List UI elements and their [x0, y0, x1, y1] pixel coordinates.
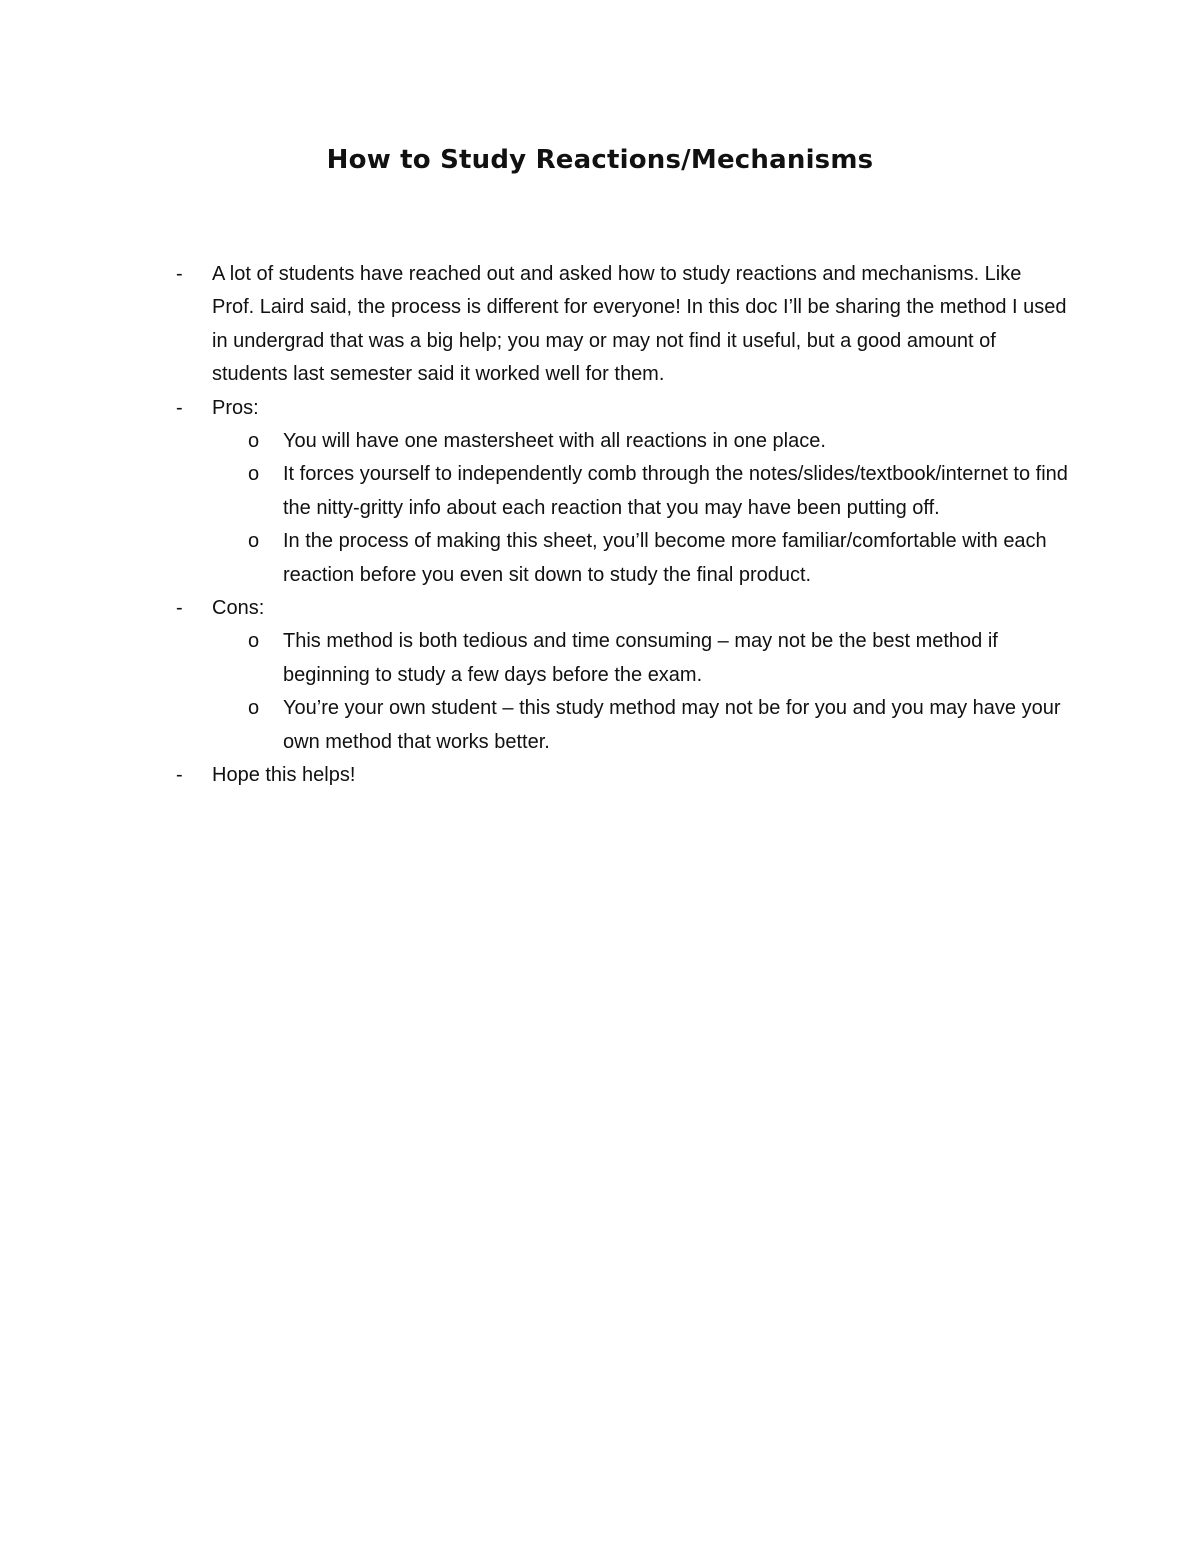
list-item-closing [0, 759, 1068, 792]
pro-text: You will have one mastersheet with all reactions in one place. [283, 430, 826, 453]
list-item-intro [0, 258, 1068, 392]
con-text: This method is both tedious and time consuming – may not be the best method if beginning to study a few days before the exam. [283, 630, 998, 686]
con-text: You’re your own student – this study method may not be for you and you may have your own method that works better. [283, 697, 1061, 753]
pros-heading: Pros: [212, 396, 259, 419]
circle-bullet: o [248, 630, 260, 653]
circle-bullet: o [248, 697, 260, 720]
sub-list-item-pro [0, 425, 1068, 458]
closing-text: Hope this helps! [212, 764, 356, 787]
sub-list-item-con [0, 625, 1068, 692]
sub-list-item-pro [0, 458, 1068, 525]
list-item-cons [0, 592, 1068, 625]
sub-list-item-pro [0, 525, 1068, 592]
bullet-list [0, 258, 1200, 793]
circle-bullet: o [248, 530, 260, 553]
intro-text: A lot of students have reached out and asked how to study reactions and mechanisms. Like Prof. Laird said, the process is different for everyone! In this doc I’ll be sharing the method I used in undergrad that was a big help; you may or may not find it useful, but a good amount of students last semester said it worked well for them. [212, 263, 1067, 386]
dash-bullet: - [176, 597, 183, 620]
dash-bullet: - [176, 396, 183, 419]
circle-bullet: o [248, 430, 260, 453]
dash-bullet: - [176, 263, 183, 285]
sub-list-item-con [0, 692, 1068, 759]
cons-heading: Cons: [212, 597, 265, 620]
pro-text: In the process of making this sheet, you’ll become more familiar/comfortable with each reaction before you even sit down to study the final product. [283, 530, 1047, 586]
list-item-pros [0, 392, 1068, 425]
dash-bullet: - [176, 764, 183, 787]
document-title: How to Study Reactions/Mechanisms [326, 145, 874, 175]
circle-bullet: o [248, 463, 260, 486]
pro-text: It forces yourself to independently comb through the notes/slides/textbook/internet to find the nitty-gritty info about each reaction that you may have been putting off. [283, 463, 1068, 519]
